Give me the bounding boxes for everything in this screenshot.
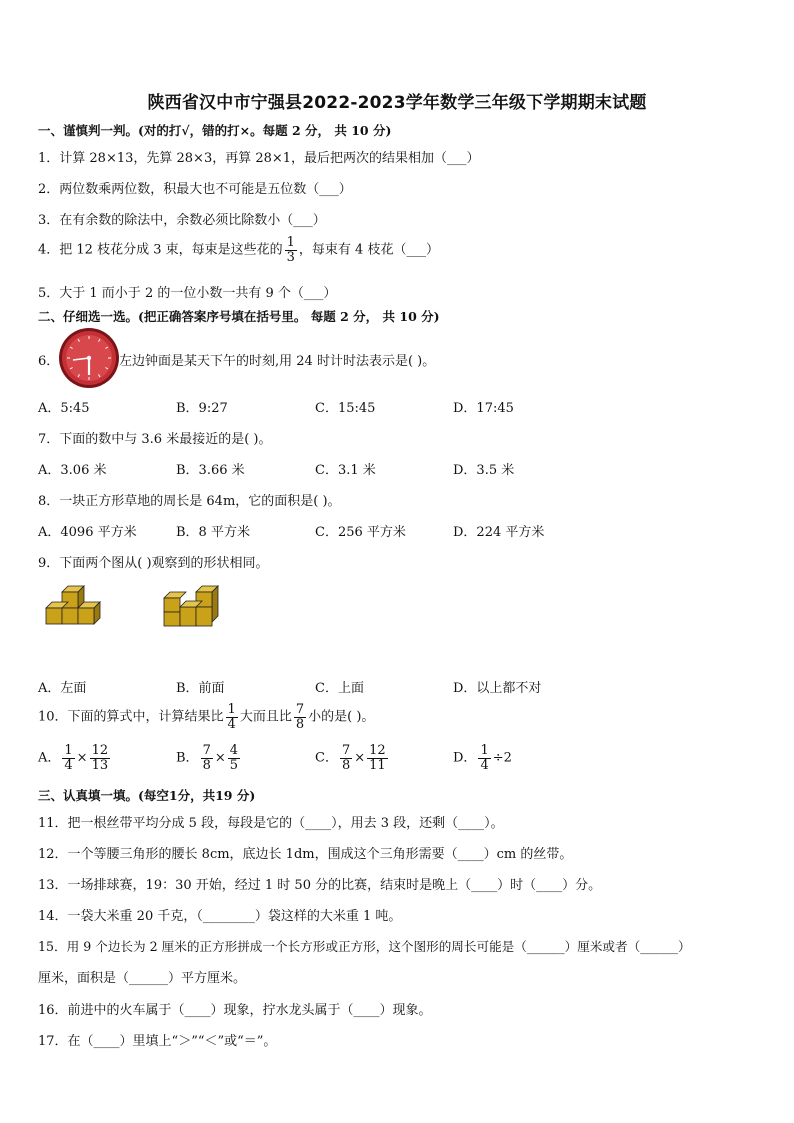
operator: × <box>354 750 366 766</box>
question-14: 14．一袋大米重 20 千克，（________）袋这样的大米重 1 吨。 <box>38 909 402 924</box>
q10-option-b <box>176 744 242 772</box>
section-heading-fill: 三、认真填一填。(每空1分，共19 分) <box>38 788 256 803</box>
fraction-numerator: 7 <box>202 743 211 758</box>
q8-option-d: D．224 平方米 <box>453 525 545 540</box>
fraction <box>478 744 490 772</box>
question-4-pre: 4．把 12 枝花分成 3 束，每束是这些花的 <box>38 242 283 258</box>
question-8: 8．一块正方形草地的周长是 64m，它的面积是( )。 <box>38 494 341 509</box>
question-12: 12．一个等腰三角形的腰长 8cm，底边长 1dm，围成这个三角形需要（____）cm 的丝带。 <box>38 847 573 862</box>
fraction <box>201 744 213 772</box>
fraction-quarter <box>226 703 238 731</box>
fraction-denominator: 4 <box>64 757 73 773</box>
fraction <box>90 744 111 772</box>
q10-option-d <box>453 744 512 772</box>
q7-option-b: B．3.66 米 <box>176 463 245 478</box>
question-4-post: ，每束有 4 枝花（___） <box>298 242 439 258</box>
operator: × <box>214 750 226 766</box>
fraction-denominator: 13 <box>91 757 109 773</box>
question-7: 7．下面的数中与 3.6 米最接近的是( )。 <box>38 432 272 447</box>
q8-option-a: A．4096 平方米 <box>38 525 137 540</box>
fraction-numerator: 1 <box>227 702 236 717</box>
fraction <box>367 744 388 772</box>
q10-post: 小的是( )。 <box>308 709 375 725</box>
q7-option-d: D．3.5 米 <box>453 463 515 478</box>
fraction-denominator: 8 <box>295 716 305 732</box>
operator: × <box>76 750 88 766</box>
question-6-number: 6． <box>38 354 60 369</box>
q10-pre: 10．下面的算式中，计算结果比 <box>38 709 224 725</box>
question-10 <box>38 703 374 731</box>
q9-option-a: A．左面 <box>38 681 87 696</box>
q10-mid: 大而且比 <box>239 709 292 725</box>
q9-option-c: C．上面 <box>315 681 364 696</box>
question-2: 2．两位数乘两位数，积最大也不可能是五位数（___） <box>38 182 352 197</box>
fraction-denominator: 4 <box>480 757 489 773</box>
option-label: D． <box>453 750 477 766</box>
q8-option-c: C．256 平方米 <box>315 525 406 540</box>
fraction-seven-eighths <box>294 703 306 731</box>
question-6-text: 左边钟面是某天下午的时刻,用 24 时计时法表示是( )。 <box>119 354 436 369</box>
fraction-denominator: 3 <box>286 249 295 265</box>
fraction-denominator: 8 <box>202 757 211 773</box>
q9-option-b: B．前面 <box>176 681 225 696</box>
fraction-numerator: 4 <box>229 743 239 758</box>
cube-figure-left <box>42 584 104 632</box>
fraction-numerator: 12 <box>91 743 109 758</box>
option-label: A． <box>38 750 61 766</box>
section-heading-choose: 二、仔细选一选。(把正确答案序号填在括号里。 每题 2 分， 共 10 分) <box>38 309 440 324</box>
question-4 <box>38 236 439 264</box>
q6-option-d: D．17:45 <box>453 401 514 416</box>
fraction <box>62 744 74 772</box>
question-9: 9．下面两个图从( )观察到的形状相同。 <box>38 556 269 571</box>
question-17: 17．在（____）里填上“＞”“＜”或“＝”。 <box>38 1034 277 1049</box>
q10-option-a <box>38 744 112 772</box>
question-13: 13．一场排球赛，19：30 开始，经过 1 时 50 分的比赛，结束时是晚上（____）时（____）分。 <box>38 878 602 893</box>
question-16: 16．前进中的火车属于（____）现象，拧水龙头属于（____）现象。 <box>38 1003 432 1018</box>
q6-option-a: A．5:45 <box>38 401 90 416</box>
fraction-numerator: 1 <box>64 743 73 758</box>
question-15-line-1: 15．用 9 个边长为 2 厘米的正方形拼成一个长方形或正方形，这个图形的周长可能是（______）厘米或者（______） <box>38 939 691 954</box>
question-3: 3．在有余数的除法中，余数必须比除数小（___） <box>38 213 326 228</box>
fraction-numerator: 7 <box>295 702 305 717</box>
fraction-denominator: 8 <box>341 757 351 773</box>
q6-option-c: C．15:45 <box>315 401 376 416</box>
operator: ÷2 <box>492 750 512 766</box>
section-heading-judge: 一、谨慎判一判。(对的打√，错的打×。每题 2 分， 共 10 分) <box>38 123 392 138</box>
question-1: 1．计算 28×13，先算 28×3，再算 28×1，最后把两次的结果相加（___） <box>38 151 480 166</box>
q8-option-b: B．8 平方米 <box>176 525 250 540</box>
fraction-numerator: 1 <box>286 235 295 250</box>
fraction-numerator: 7 <box>341 743 351 758</box>
fraction-denominator: 5 <box>229 757 239 773</box>
clock-face-icon <box>58 327 120 389</box>
question-15-line-2: 厘米，面积是（______）平方厘米。 <box>38 971 247 986</box>
cube-figure-right <box>160 584 230 632</box>
question-11: 11．把一根丝带平均分成 5 段，每段是它的（____），用去 3 段，还剩（____）。 <box>38 816 504 831</box>
q10-option-c <box>315 744 390 772</box>
q7-option-c: C．3.1 米 <box>315 463 376 478</box>
question-5: 5．大于 1 而小于 2 的一位小数一共有 9 个（___） <box>38 286 337 301</box>
fraction-numerator: 1 <box>480 743 489 758</box>
fraction <box>228 744 240 772</box>
q9-option-d: D．以上都不对 <box>453 681 542 696</box>
page-title: 陕西省汉中市宁强县2022-2023学年数学三年级下学期期末试题 <box>147 93 647 113</box>
q6-option-b: B．9:27 <box>176 401 228 416</box>
fraction-numerator: 12 <box>369 743 386 758</box>
fraction <box>340 744 352 772</box>
fraction-denominator: 11 <box>369 757 386 773</box>
fraction-one-third <box>285 236 297 264</box>
option-label: C． <box>315 750 338 766</box>
option-label: B． <box>176 750 199 766</box>
fraction-denominator: 4 <box>227 716 236 732</box>
q7-option-a: A．3.06 米 <box>38 463 107 478</box>
